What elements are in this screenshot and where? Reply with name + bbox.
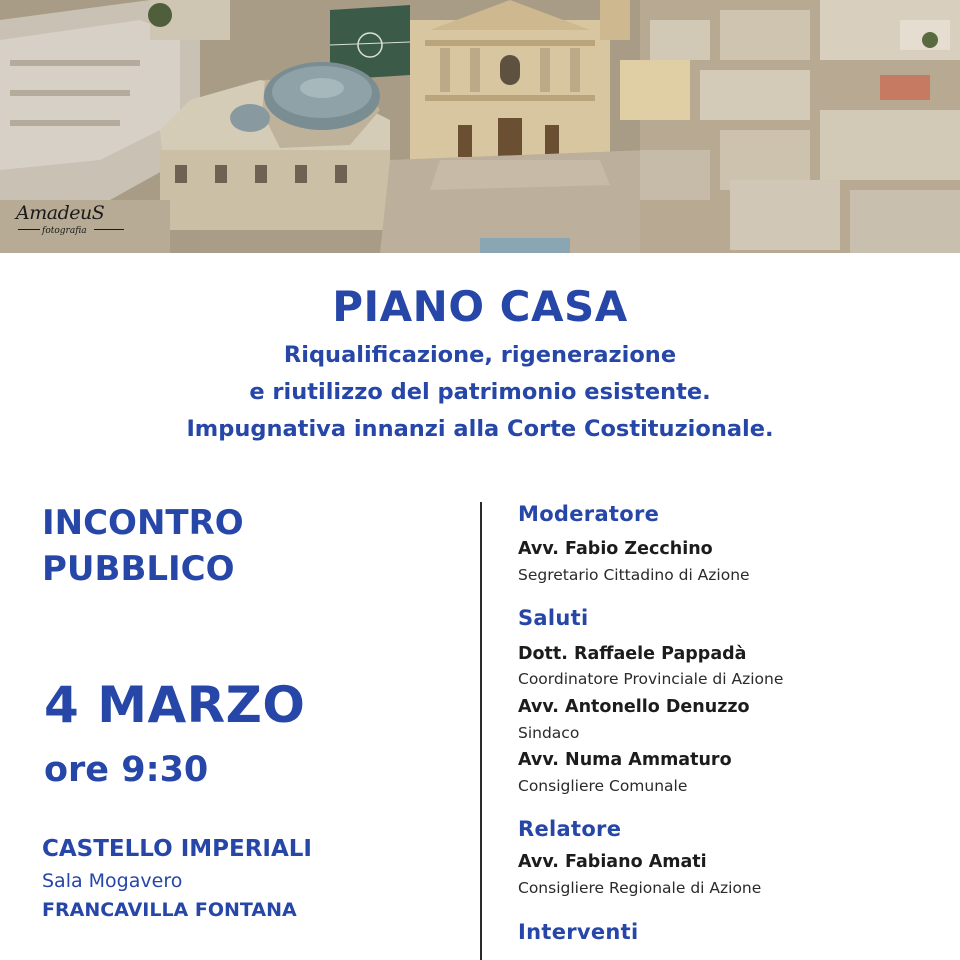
- logo-rule-left: [18, 229, 40, 230]
- person-role: Sindaco: [518, 724, 580, 742]
- poster-subtitle: [0, 337, 960, 448]
- poster-title: PIANO CASA: [332, 282, 628, 331]
- aerial-photo-illustration: [0, 0, 960, 253]
- venue-name: CASTELLO IMPERIALI: [42, 836, 312, 862]
- logo-main-text: AmadeuS: [16, 202, 105, 224]
- event-date: 4 MARZO: [44, 676, 306, 734]
- venue-room: Sala Mogavero: [42, 870, 183, 892]
- column-divider: [480, 502, 482, 960]
- person-name: Avv. Antonello Denuzzo: [518, 697, 750, 717]
- section-heading-interventi: Interventi: [518, 920, 639, 944]
- section-heading-moderatore: Moderatore: [518, 502, 660, 526]
- aerial-photo: [0, 0, 960, 253]
- event-type-line-2: PUBBLICO: [42, 549, 235, 589]
- section-heading-saluti: Saluti: [518, 606, 589, 630]
- person-name: Avv. Fabiano Amati: [518, 852, 707, 872]
- subtitle-line-1: Riqualificazione, rigenerazione: [283, 342, 677, 368]
- subtitle-line-2: e riutilizzo del patrimonio esistente.: [249, 379, 711, 405]
- photographer-logo: [16, 202, 126, 242]
- event-type: [42, 500, 442, 592]
- person-role: Segretario Cittadino di Azione: [518, 566, 750, 584]
- person-role: Coordinatore Provinciale di Azione: [518, 670, 784, 688]
- subtitle-line-3: Impugnativa innanzi alla Corte Costituzionale.: [186, 416, 774, 442]
- venue-city: FRANCAVILLA FONTANA: [42, 899, 297, 921]
- person-name: Avv. Numa Ammaturo: [518, 750, 732, 770]
- person-role: Consigliere Regionale di Azione: [518, 879, 762, 897]
- person-role: Consigliere Comunale: [518, 777, 688, 795]
- event-time: ore 9:30: [44, 750, 209, 790]
- logo-sub-text: fotografia: [42, 226, 87, 236]
- event-type-line-1: INCONTRO: [42, 503, 244, 543]
- logo-rule-right: [94, 229, 124, 230]
- person-name: Dott. Raffaele Pappadà: [518, 644, 747, 664]
- person-name: Avv. Fabio Zecchino: [518, 539, 713, 559]
- section-heading-relatore: Relatore: [518, 817, 622, 841]
